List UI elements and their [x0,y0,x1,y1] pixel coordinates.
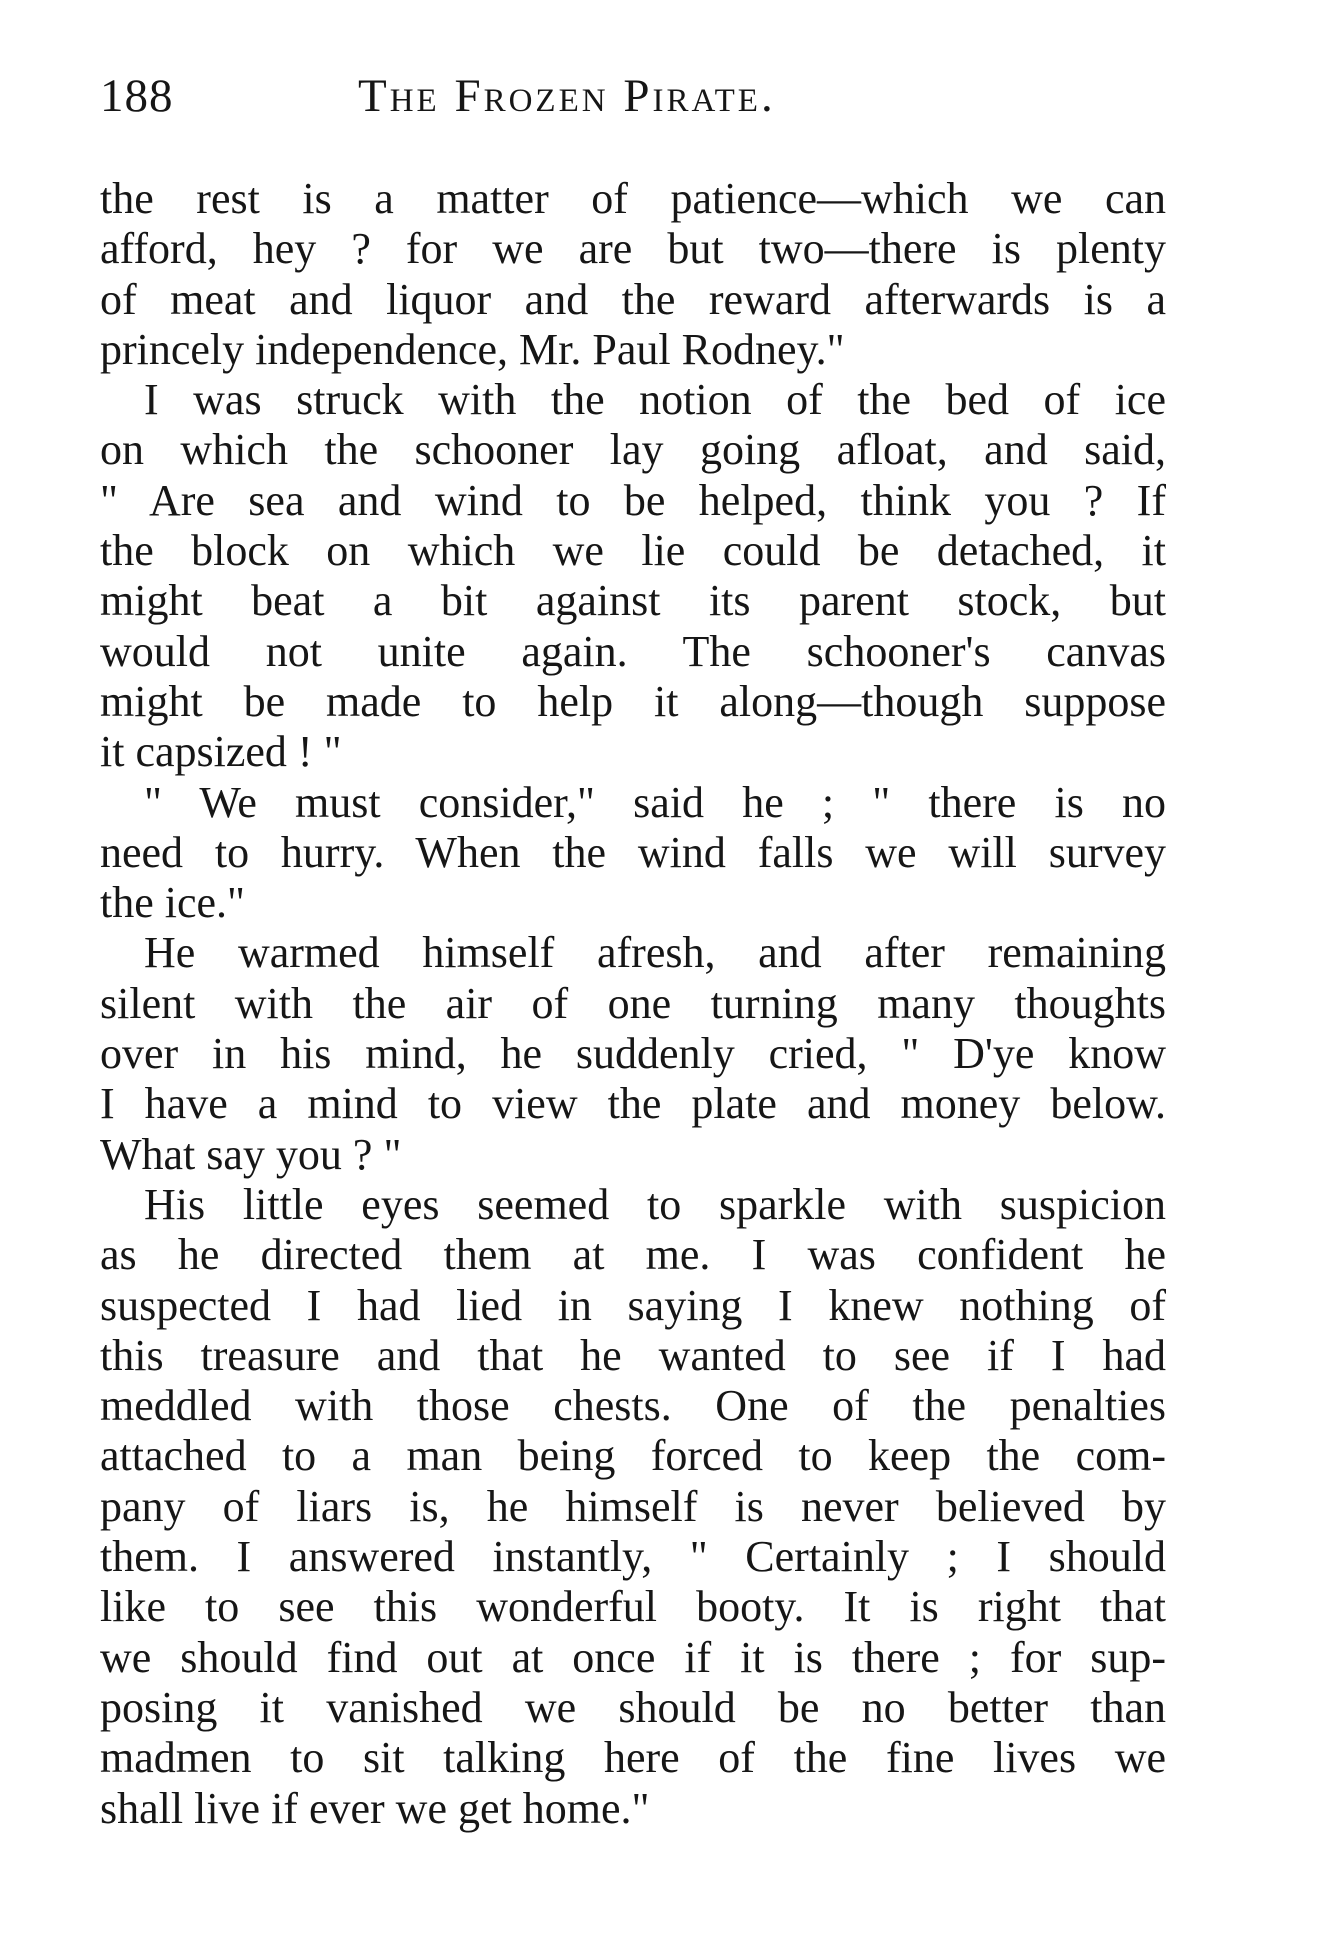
body-text [100,174,1166,1834]
text-line: like to see this wonderful booty. It is right that [100,1582,1166,1632]
text-line: of meat and liquor and the reward afterwards is a [100,274,1166,324]
text-line: madmen to sit talking here of the fine lives we [100,1733,1166,1783]
text-line: His little eyes seemed to sparkle with suspicion [144,1179,1166,1229]
running-head: The Frozen Pirate. [358,70,776,122]
text-line: the block on which we lie could be detached, it [100,526,1166,576]
page-header [100,66,1160,136]
text-line: afford, hey ? for we are but two—there is plenty [100,224,1166,274]
text-line: What say you ? " [100,1129,402,1179]
text-line: might be made to help it along—though suppose [100,676,1166,726]
text-line: posing it vanished we should be no better than [100,1682,1166,1732]
text-line: shall live if ever we get home." [100,1783,650,1833]
text-line: on which the schooner lay going afloat, and said, [100,425,1166,475]
text-line: He warmed himself afresh, and after remaining [144,928,1166,978]
text-line: I have a mind to view the plate and money below. [100,1079,1166,1129]
text-line: princely independence, Mr. Paul Rodney." [100,324,845,374]
text-line: " We must consider," said he ; " there is no [144,777,1166,827]
text-line: pany of liars is, he himself is never believed by [100,1481,1166,1531]
text-line: suspected I had lied in saying I knew nothing of [100,1280,1166,1330]
text-line: the ice." [100,878,245,928]
text-line: this treasure and that he wanted to see if I had [100,1330,1166,1380]
text-line: it capsized ! " [100,727,342,777]
page-number: 188 [100,70,174,122]
text-line: might beat a bit against its parent stock, but [100,576,1166,626]
text-line: the rest is a matter of patience—which we can [100,174,1166,223]
text-line: " Are sea and wind to be helped, think you ? If [100,475,1166,525]
text-line: need to hurry. When the wind falls we will survey [100,827,1166,877]
text-line: over in his mind, he suddenly cried, " D'ye know [100,1029,1166,1079]
text-line: attached to a man being forced to keep the com- [100,1431,1166,1481]
text-line: them. I answered instantly, " Certainly ; I should [100,1532,1166,1582]
text-line: as he directed them at me. I was confident he [100,1230,1166,1280]
text-line: would not unite again. The schooner's canvas [100,626,1166,676]
text-line: I was struck with the notion of the bed of ice [144,375,1166,425]
text-line: silent with the air of one turning many thoughts [100,978,1166,1028]
text-line: meddled with those chests. One of the penalties [100,1381,1166,1431]
text-line: we should find out at once if it is there ; for sup- [100,1632,1166,1682]
